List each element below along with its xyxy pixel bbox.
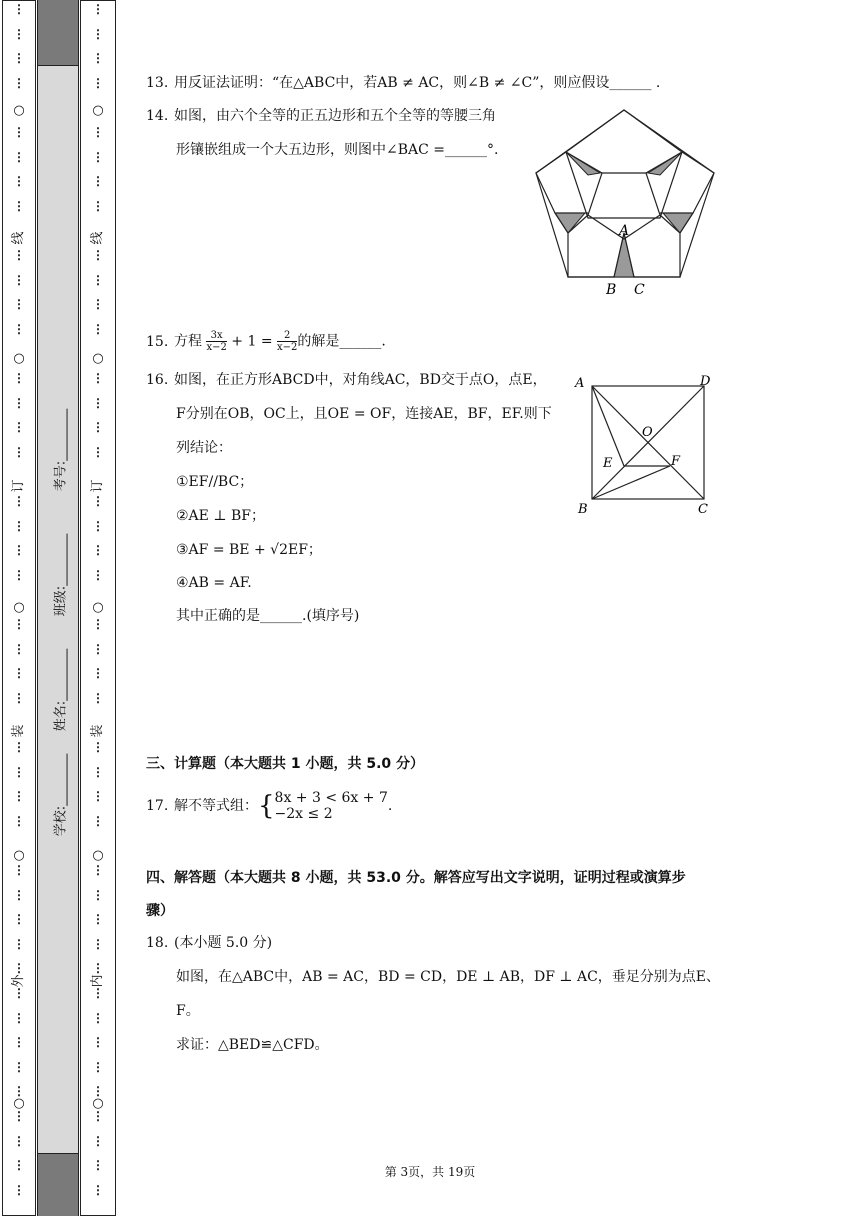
dotted-cut-line: ⋮ bbox=[92, 789, 104, 803]
svg-text:A: A bbox=[575, 376, 585, 391]
circle-mark: ○ bbox=[92, 600, 104, 615]
shaded-triangle-4 bbox=[663, 213, 693, 233]
dotted-cut-line: ⋮ bbox=[92, 76, 104, 90]
dotted-cut-line: ⋮ bbox=[13, 642, 25, 656]
dotted-cut-line: ⋮ bbox=[92, 150, 104, 164]
dotted-cut-line: ⋮ bbox=[13, 199, 25, 213]
circle-mark: ○ bbox=[92, 103, 104, 118]
binding-char: 线 bbox=[90, 231, 105, 245]
dotted-cut-line: ⋮ bbox=[92, 494, 104, 508]
dotted-cut-line: ⋮ bbox=[13, 371, 25, 385]
dotted-cut-line: ⋮ bbox=[13, 322, 25, 336]
dotted-cut-line: ⋮ bbox=[92, 863, 104, 877]
dotted-cut-line: ⋮ bbox=[92, 125, 104, 139]
dotted-cut-line: ⋮ bbox=[13, 543, 25, 557]
dotted-cut-line: ⋮ bbox=[13, 1134, 25, 1148]
dotted-cut-line: ⋮ bbox=[92, 691, 104, 705]
question-15: 15. 方程 $\frac{3x}{x-2}$ + 1 = $\frac{2}{x-2}$ 的解是______. bbox=[146, 330, 386, 353]
question-16: 16. 如图，在正方形ABCD中，对角线AC，BD交于点O，点E， bbox=[146, 372, 547, 388]
dotted-cut-line: ⋮ bbox=[13, 568, 25, 582]
dotted-cut-line: ⋮ bbox=[13, 125, 25, 139]
question-18: 18. (本小题 5.0 分) bbox=[146, 935, 273, 951]
dotted-cut-line: ⋮ bbox=[13, 27, 25, 41]
dotted-cut-line: ⋮ bbox=[92, 445, 104, 459]
dotted-cut-line: ⋮ bbox=[13, 297, 25, 311]
dotted-cut-line: ⋮ bbox=[92, 174, 104, 188]
dotted-cut-line: ⋮ bbox=[92, 199, 104, 213]
dotted-cut-line: ⋮ bbox=[92, 1183, 104, 1197]
binding-char: 装 bbox=[90, 724, 105, 738]
binding-char: 线 bbox=[11, 231, 26, 245]
label-a: A bbox=[619, 223, 630, 239]
inner-binding-marks bbox=[81, 1, 115, 1215]
question-16-ask: 其中正确的是______.(填序号) bbox=[176, 608, 360, 624]
svg-text:O: O bbox=[642, 425, 653, 440]
question-13: 13. 用反证法证明：“在△ABC中，若AB ≠ AC，则∠B ≠ ∠C”，则应假设______ . bbox=[146, 75, 661, 91]
dotted-cut-line: ⋮ bbox=[92, 814, 104, 828]
svg-text:E: E bbox=[603, 456, 613, 471]
question-18-line2: F。 bbox=[176, 1003, 200, 1019]
dotted-cut-line: ⋮ bbox=[13, 273, 25, 287]
dotted-cut-line: ⋮ bbox=[13, 1060, 25, 1074]
dotted-cut-line: ⋮ bbox=[92, 420, 104, 434]
section-4-heading-cont: 骤） bbox=[146, 903, 174, 919]
dotted-cut-line: ⋮ bbox=[92, 1109, 104, 1123]
dotted-cut-line: ⋮ bbox=[13, 765, 25, 779]
question-17: 17. 解不等式组：{ 8x + 3 < 6x + 7 −2x ≤ 2 . bbox=[146, 790, 393, 822]
shaded-triangle-3 bbox=[555, 213, 585, 233]
dotted-cut-line: ⋮ bbox=[13, 666, 25, 680]
conclusion-1: ①EF//BC； bbox=[176, 474, 254, 490]
dotted-cut-line: ⋮ bbox=[92, 27, 104, 41]
dotted-cut-line: ⋮ bbox=[13, 51, 25, 65]
name-field: 姓名:________ bbox=[53, 648, 69, 732]
dotted-cut-line: ⋮ bbox=[13, 445, 25, 459]
dotted-cut-line: ⋮ bbox=[92, 986, 104, 1000]
inequality-system: 8x + 3 < 6x + 7 −2x ≤ 2 bbox=[274, 790, 388, 822]
circle-mark: ○ bbox=[92, 351, 104, 366]
dotted-cut-line: ⋮ bbox=[13, 1183, 25, 1197]
circle-mark: ○ bbox=[13, 1096, 25, 1111]
circle-mark: ○ bbox=[13, 848, 25, 863]
dotted-cut-line: ⋮ bbox=[13, 494, 25, 508]
dotted-cut-line: ⋮ bbox=[13, 986, 25, 1000]
fraction-1: $\frac{3x}{x-2}$ bbox=[206, 330, 227, 353]
binding-char: 外 bbox=[11, 974, 26, 988]
dotted-cut-line: ⋮ bbox=[13, 1084, 25, 1098]
outer-binding-marks bbox=[3, 1, 35, 1215]
inner-binding-strip bbox=[80, 0, 116, 1216]
question-14: 14. 如图，由六个全等的正五边形和五个全等的等腰三角 bbox=[146, 108, 496, 124]
section-4-heading: 四、解答题（本大题共 8 小题，共 53.0 分。解答应写出文字说明，证明过程或演算步 bbox=[146, 870, 686, 886]
dotted-cut-line: ⋮ bbox=[92, 568, 104, 582]
dotted-cut-line: ⋮ bbox=[92, 371, 104, 385]
circle-mark: ○ bbox=[92, 848, 104, 863]
dotted-cut-line: ⋮ bbox=[92, 1134, 104, 1148]
student-info-strip bbox=[37, 0, 79, 1216]
dotted-cut-line: ⋮ bbox=[92, 666, 104, 680]
svg-text:D: D bbox=[700, 374, 711, 389]
conclusion-3: ③AF = BE + √2EF； bbox=[176, 542, 322, 558]
dotted-cut-line: ⋮ bbox=[13, 519, 25, 533]
dotted-cut-line: ⋮ bbox=[92, 273, 104, 287]
binding-char: 装 bbox=[11, 724, 26, 738]
dotted-cut-line: ⋮ bbox=[92, 1035, 104, 1049]
dotted-cut-line: ⋮ bbox=[13, 76, 25, 90]
dotted-cut-line: ⋮ bbox=[92, 297, 104, 311]
dotted-cut-line: ⋮ bbox=[13, 814, 25, 828]
circle-mark: ○ bbox=[13, 103, 25, 118]
question-18-line1: 如图，在△ABC中，AB = AC，BD = CD，DE ⊥ AB，DF ⊥ AC，垂足分别为点E、 bbox=[176, 969, 721, 985]
binding-char: 订 bbox=[90, 479, 105, 493]
dotted-cut-line: ⋮ bbox=[92, 617, 104, 631]
dotted-cut-line: ⋮ bbox=[13, 740, 25, 754]
dotted-cut-line: ⋮ bbox=[92, 322, 104, 336]
svg-text:F: F bbox=[671, 454, 681, 469]
dotted-cut-line: ⋮ bbox=[92, 396, 104, 410]
dotted-cut-line: ⋮ bbox=[92, 765, 104, 779]
exam-number-field: 考号:________ bbox=[53, 408, 69, 492]
dotted-cut-line: ⋮ bbox=[13, 174, 25, 188]
square-figure bbox=[572, 370, 722, 520]
dotted-cut-line: ⋮ bbox=[92, 1084, 104, 1098]
conclusion-4: ④AB = AF. bbox=[176, 575, 252, 591]
dotted-cut-line: ⋮ bbox=[92, 888, 104, 902]
dotted-cut-line: ⋮ bbox=[13, 617, 25, 631]
outer-binding-strip bbox=[2, 0, 36, 1216]
dotted-cut-line: ⋮ bbox=[13, 863, 25, 877]
dotted-cut-line: ⋮ bbox=[13, 248, 25, 262]
dotted-cut-line: ⋮ bbox=[92, 740, 104, 754]
dotted-cut-line: ⋮ bbox=[92, 543, 104, 557]
dotted-cut-line: ⋮ bbox=[92, 248, 104, 262]
dotted-cut-line: ⋮ bbox=[13, 937, 25, 951]
dotted-cut-line: ⋮ bbox=[92, 2, 104, 16]
dotted-cut-line: ⋮ bbox=[92, 1011, 104, 1025]
conclusion-2: ②AE ⊥ BF； bbox=[176, 508, 265, 524]
class-field: 班级:________ bbox=[53, 533, 69, 617]
dotted-cut-line: ⋮ bbox=[13, 396, 25, 410]
label-b: B bbox=[606, 282, 617, 298]
circle-mark: ○ bbox=[13, 351, 25, 366]
dotted-cut-line: ⋮ bbox=[13, 789, 25, 803]
dotted-cut-line: ⋮ bbox=[92, 519, 104, 533]
dotted-cut-line: ⋮ bbox=[92, 912, 104, 926]
dotted-cut-line: ⋮ bbox=[92, 51, 104, 65]
dotted-cut-line: ⋮ bbox=[13, 888, 25, 902]
dotted-cut-line: ⋮ bbox=[13, 691, 25, 705]
strip-top-block bbox=[38, 0, 78, 66]
dotted-cut-line: ⋮ bbox=[92, 1060, 104, 1074]
dotted-cut-line: ⋮ bbox=[92, 961, 104, 975]
question-16-line2: F分别在OB，OC上，且OE = OF，连接AE，BF，EF.则下 bbox=[176, 406, 552, 422]
dotted-cut-line: ⋮ bbox=[13, 1011, 25, 1025]
dotted-cut-line: ⋮ bbox=[13, 1035, 25, 1049]
binding-char: 订 bbox=[11, 479, 26, 493]
dotted-cut-line: ⋮ bbox=[92, 1158, 104, 1172]
fraction-2: $\frac{2}{x-2}$ bbox=[277, 330, 298, 353]
dotted-cut-line: ⋮ bbox=[13, 2, 25, 16]
circle-mark: ○ bbox=[13, 600, 25, 615]
question-16-line3: 列结论： bbox=[176, 440, 232, 456]
section-3-heading: 三、计算题（本大题共 1 小题，共 5.0 分） bbox=[146, 756, 425, 772]
dotted-cut-line: ⋮ bbox=[92, 937, 104, 951]
question-14-line2: 形镶嵌组成一个大五边形，则图中∠BAC =______°. bbox=[176, 142, 499, 158]
page-footer: 第 3页，共 19页 bbox=[384, 1165, 476, 1179]
svg-text:B: B bbox=[578, 502, 588, 517]
svg-text:C: C bbox=[698, 502, 708, 517]
binding-char: 内 bbox=[90, 974, 105, 988]
dotted-cut-line: ⋮ bbox=[92, 642, 104, 656]
dotted-cut-line: ⋮ bbox=[13, 150, 25, 164]
dotted-cut-line: ⋮ bbox=[13, 961, 25, 975]
label-c: C bbox=[634, 282, 645, 298]
question-18-line3: 求证：△BED≌△CFD。 bbox=[176, 1037, 329, 1053]
dotted-cut-line: ⋮ bbox=[13, 912, 25, 926]
dotted-cut-line: ⋮ bbox=[13, 1158, 25, 1172]
school-field: 学校:________ bbox=[53, 753, 69, 837]
dotted-cut-line: ⋮ bbox=[13, 1109, 25, 1123]
dotted-cut-line: ⋮ bbox=[13, 420, 25, 434]
pentagon-tessellation-figure bbox=[530, 105, 720, 300]
circle-mark: ○ bbox=[92, 1096, 104, 1111]
